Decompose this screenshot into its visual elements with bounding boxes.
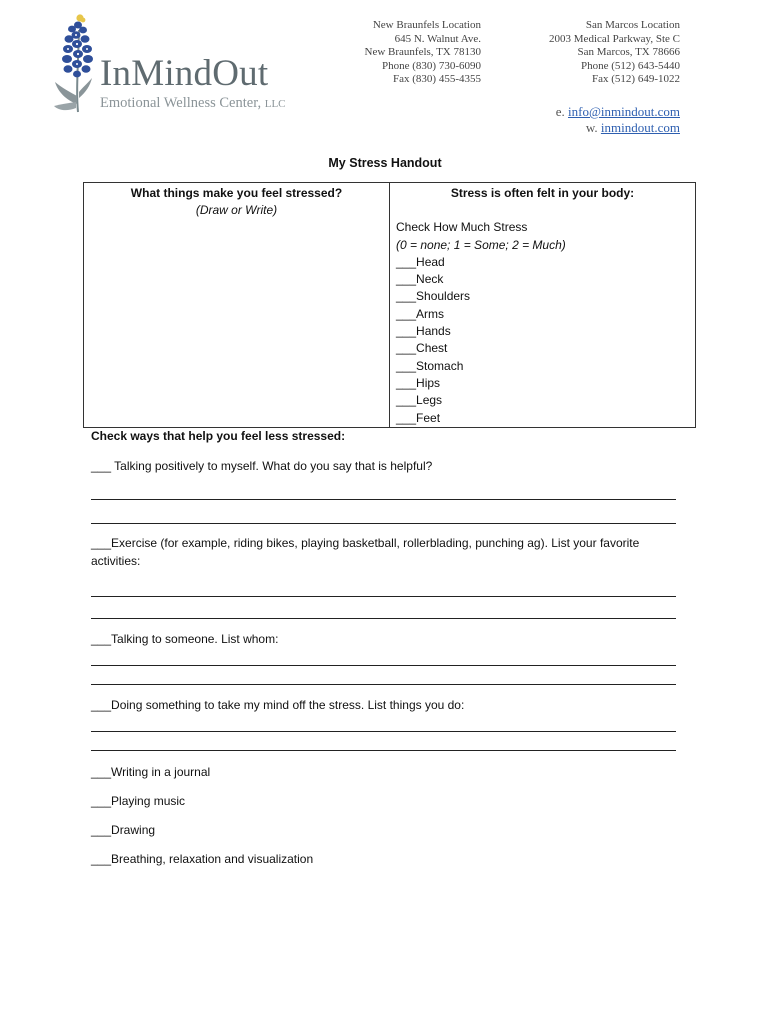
location-city: San Marcos, TX 78666: [577, 46, 680, 58]
check-label: Check How Much Stress: [396, 220, 528, 235]
stress-scale: (0 = none; 1 = Some; 2 = Much): [396, 237, 566, 252]
stress-table: [83, 182, 696, 428]
website-line: w. inmindout.com: [585, 120, 680, 135]
option-breathing[interactable]: ___Breathing, relaxation and visualization: [91, 852, 314, 866]
body-part-legs[interactable]: ___Legs: [396, 393, 443, 408]
location-fax: Fax (830) 455-4355: [393, 73, 481, 85]
stressors-heading: What things make you feel stressed?: [130, 186, 343, 200]
location-street: 645 N. Walnut Ave.: [394, 32, 481, 45]
brand-subtitle: Emotional Wellness Center, LLC: [100, 95, 286, 111]
option-journal[interactable]: ___Writing in a journal: [91, 765, 211, 779]
option-drawing[interactable]: ___Drawing: [91, 823, 156, 837]
answer-line[interactable]: [91, 499, 676, 500]
page-title: My Stress Handout: [328, 156, 442, 170]
location-phone: Phone (830) 730-6090: [382, 59, 481, 72]
option-distraction[interactable]: ___Doing something to take my mind off the stress. List things you do:: [91, 698, 465, 712]
body-part-hands[interactable]: ___Hands: [396, 324, 451, 339]
location-city: New Braunfels, TX 78130: [364, 46, 481, 58]
stressors-subheading: (Draw or Write): [195, 203, 278, 218]
body-stress-cell: [390, 183, 696, 428]
option-talking-positively[interactable]: ___ Talking positively to myself. What do you say that is helpful?: [91, 459, 433, 473]
answer-line[interactable]: [91, 618, 676, 619]
answer-line[interactable]: [91, 523, 676, 524]
body-stress-heading: Stress is often felt in your body:: [450, 186, 635, 200]
contact-info: [556, 104, 680, 136]
body-part-arms[interactable]: ___Arms: [396, 306, 445, 321]
location-name: New Braunfels Location: [372, 19, 481, 31]
body-part-neck[interactable]: ___Neck: [396, 272, 444, 287]
location-fax: Fax (512) 649-1022: [592, 73, 680, 85]
location-name: San Marcos Location: [585, 19, 680, 31]
answer-line[interactable]: [91, 596, 676, 597]
option-exercise[interactable]: ___Exercise (for example, riding bikes, playing basketball, rollerblading, punching ag). List your favorite activities:: [91, 536, 640, 568]
option-music[interactable]: ___Playing music: [91, 794, 186, 808]
location-san-marcos: [549, 19, 680, 87]
answer-line[interactable]: [91, 731, 676, 732]
body-part-feet[interactable]: ___Feet: [396, 410, 441, 425]
answer-line[interactable]: [91, 665, 676, 666]
location-street: 2003 Medical Parkway, Ste C: [549, 32, 680, 45]
logo: [52, 12, 312, 122]
location-new-braunfels: [365, 19, 482, 87]
email-link[interactable]: info@inmindout.com: [568, 104, 680, 119]
stressors-cell[interactable]: [84, 183, 390, 428]
body-part-head[interactable]: ___Head: [396, 254, 445, 269]
option-talking-someone[interactable]: ___Talking to someone. List whom:: [91, 632, 279, 646]
answer-line[interactable]: [91, 684, 676, 685]
body-part-stomach[interactable]: ___Stomach: [396, 358, 464, 373]
brand-name: InMindOut: [100, 53, 269, 94]
ways-title: Check ways that help you feel less stressed:: [91, 429, 346, 443]
answer-line[interactable]: [91, 750, 676, 751]
website-link[interactable]: inmindout.com: [600, 120, 680, 135]
email-line: e. info@inmindout.com: [555, 104, 680, 119]
body-part-chest[interactable]: ___Chest: [396, 341, 448, 356]
location-phone: Phone (512) 643-5440: [581, 59, 680, 72]
body-part-shoulders[interactable]: ___Shoulders: [396, 289, 471, 304]
bluebonnet-logo-icon: [52, 12, 104, 122]
body-part-hips[interactable]: ___Hips: [396, 375, 441, 390]
